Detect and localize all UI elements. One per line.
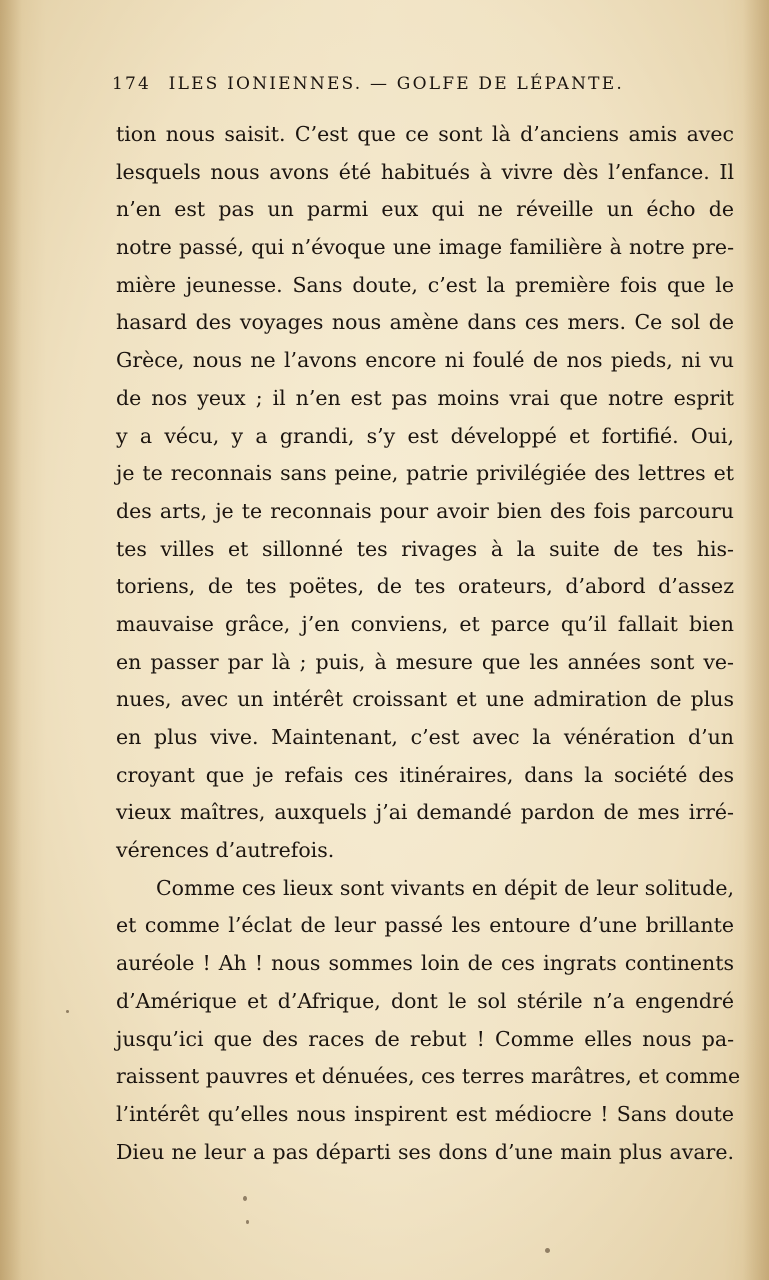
text-line: jusqu’ici que des races de rebut ! Comme elles nous pa- <box>116 1026 734 1051</box>
text-line: hasard des voyages nous amène dans ces mers. Ce sol de <box>116 310 734 335</box>
text-line: auréole ! Ah ! nous sommes loin de ces ingrats continents <box>116 951 734 976</box>
text-line: notre passé, qui n’évoque une image familière à notre pre- <box>116 235 734 260</box>
text-line: l’intérêt qu’elles nous inspirent est médiocre ! Sans doute <box>116 1101 734 1126</box>
text-line: Grèce, nous ne l’avons encore ni foulé de nos pieds, ni vu <box>116 348 734 373</box>
page-edge-shadow <box>743 0 769 1280</box>
ink-speck <box>545 1248 550 1253</box>
text-line: lesquels nous avons été habitués à vivre dès l’enfance. Il <box>116 159 734 184</box>
text-line: tes villes et sillonné tes rivages à la suite de tes his- <box>116 536 734 561</box>
page-edge-shadow <box>0 0 22 1280</box>
running-head <box>112 74 672 94</box>
ink-speck <box>246 1220 249 1224</box>
text-line: n’en est pas un parmi eux qui ne réveille un écho de <box>116 197 734 222</box>
text-line: tion nous saisit. C’est que ce sont là d’anciens amis avec <box>116 122 734 146</box>
text-line: toriens, de tes poëtes, de tes orateurs, d’abord d’assez <box>116 574 734 599</box>
text-line: vérences d’autrefois. <box>116 838 335 863</box>
text-line: vieux maîtres, auxquels j’ai demandé pardon de mes irré- <box>116 800 734 825</box>
ink-speck <box>243 1196 247 1201</box>
paragraph <box>116 870 741 1172</box>
text-line: y a vécu, y a grandi, s’y est développé et fortifié. Oui, <box>116 423 734 448</box>
text-line: raissent pauvres et dénuées, ces terres marâtres, et comme <box>116 1064 741 1089</box>
text-line: croyant que je refais ces itinéraires, dans la société des <box>116 762 734 787</box>
running-title: ILES IONIENNES. — GOLFE DE LÉPANTE. <box>168 74 624 94</box>
text-line: d’Amérique et d’Afrique, dont le sol stérile n’a engendré <box>116 988 734 1013</box>
ink-speck <box>66 1010 69 1013</box>
paragraph <box>116 116 734 870</box>
text-line: Dieu ne leur a pas départi ses dons d’une main plus avare. <box>116 1139 734 1164</box>
text-line: Comme ces lieux sont vivants en dépit de leur solitude, <box>156 875 734 900</box>
text-line: nues, avec un intérêt croissant et une admiration de plus <box>116 687 734 712</box>
text-line: je te reconnais sans peine, patrie privilégiée des lettres et <box>116 461 734 486</box>
text-line: en plus vive. Maintenant, c’est avec la vénération d’un <box>116 725 734 749</box>
text-line: des arts, je te reconnais pour avoir bien des fois parcouru <box>116 498 734 523</box>
text-line: mière jeunesse. Sans doute, c’est la première fois que le <box>116 272 734 297</box>
text-line: en passer par là ; puis, à mesure que les années sont ve- <box>116 649 734 674</box>
text-line: de nos yeux ; il n’en est pas moins vrai que notre esprit <box>116 385 734 410</box>
text-line: mauvaise grâce, j’en conviens, et parce qu’il fallait bien <box>116 611 734 636</box>
text-line: et comme l’éclat de leur passé les entoure d’une brillante <box>116 913 734 938</box>
page-number: 174 <box>112 74 152 94</box>
body-text <box>116 116 741 1171</box>
